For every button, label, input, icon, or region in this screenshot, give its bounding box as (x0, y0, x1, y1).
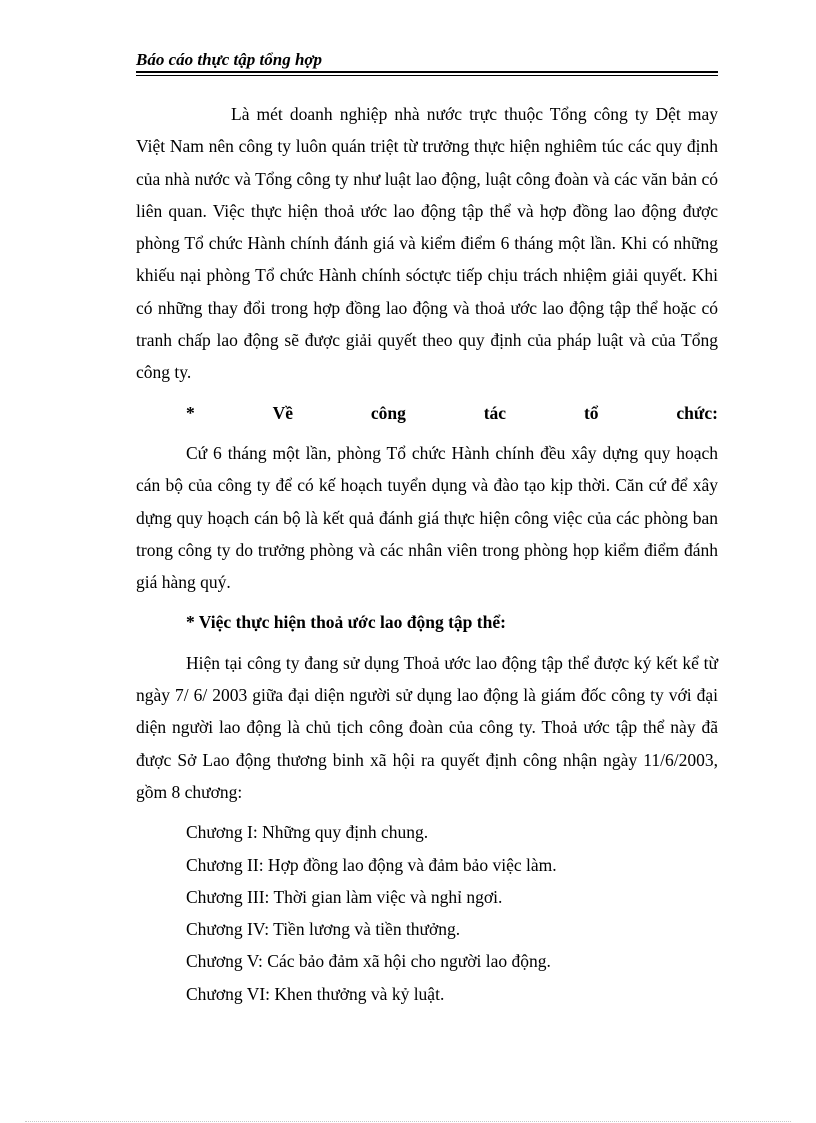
body-content (136, 98, 718, 1010)
heading-word: công (370, 402, 406, 423)
header-rule-thick (136, 71, 718, 73)
heading-word: tổ (583, 402, 599, 423)
header-rule-thin (136, 75, 718, 76)
paragraph-organization: Cứ 6 tháng một lần, phòng Tổ chức Hành chính đều xây dựng quy hoạch cán bộ của công ty để có kế hoạch tuyển dụng và đào tạo kịp thời. Căn cứ để xây dựng quy hoạch cán bộ là kết quả đánh giá thực hiện công việc của các phòng ban trong công ty do trưởng phòng và các nhân viên trong phòng họp kiểm điểm đánh giá hàng quý. (136, 442, 718, 593)
chapter-item: Chương V: Các bảo đảm xã hội cho người lao động. (186, 951, 551, 972)
heading-word: tác (483, 402, 507, 423)
heading-word: chức: (676, 402, 718, 423)
heading-word: * (186, 402, 195, 423)
paragraph-agreement: Hiện tại công ty đang sử dụng Thoả ước lao động tập thể được ký kết kể từ ngày 7/ 6/ 2003 giữa đại diện người sử dụng lao động là giám đốc công ty với đại diện người lao động là chủ tịch công đoàn của công ty. Thoả ước tập thể này đã được Sở Lao động thương binh xã hội ra quyết định công nhận ngày 11/6/2003, gồm 8 chương: (136, 652, 718, 802)
paragraph-intro: Là mét doanh nghiệp nhà nước trực thuộc Tổng công ty Dệt may Việt Nam nên công ty luôn quán triệt từ trưởng thực hiện nghiêm túc các quy định của nhà nước và Tổng công ty như luật lao động, luật công đoàn và các văn bản có liên quan. Việc thực hiện thoả ước lao động tập thể và hợp đồng lao động được phòng Tổ chức Hành chính đánh giá và kiểm điểm 6 tháng một lần. Khi có những khiếu nại phòng Tổ chức Hành chính sóctực tiếp chịu trách nhiệm giải quyết. Khi có những thay đổi trong hợp đồng lao động và thoả ước lao động tập thể hoặc có tranh chấp lao động sẽ được giải quyết theo quy định của pháp luật và của Tổng công ty. (136, 104, 718, 383)
heading-word: Về (272, 402, 294, 423)
heading-agreement: * Việc thực hiện thoả ước lao động tập thể: (186, 612, 506, 633)
chapter-item: Chương VI: Khen thưởng và kỷ luật. (186, 983, 445, 1004)
page-bottom-border (25, 1121, 791, 1122)
heading-organization (136, 397, 718, 429)
chapter-item: Chương I: Những quy định chung. (186, 822, 429, 843)
chapter-item: Chương III: Thời gian làm việc và nghỉ ngơi. (186, 886, 503, 907)
chapter-item: Chương II: Hợp đồng lao động và đảm bảo việc làm. (186, 854, 557, 875)
chapter-list (136, 816, 718, 1010)
chapter-item: Chương IV: Tiền lương và tiền thưởng. (186, 919, 461, 940)
header-title: Báo cáo thực tập tổng hợp (136, 50, 323, 69)
page-header (136, 50, 718, 70)
